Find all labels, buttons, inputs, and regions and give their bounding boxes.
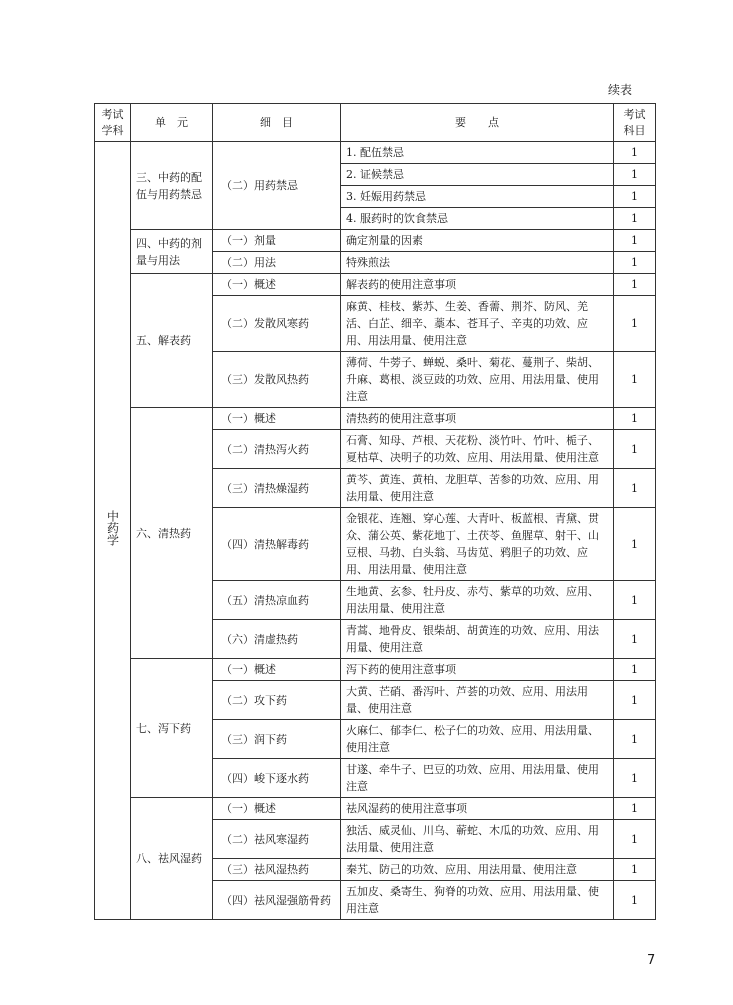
count-cell: 1	[614, 881, 656, 920]
points-cell: 祛风湿药的使用注意事项	[341, 798, 614, 820]
points-cell: 甘遂、牵牛子、巴豆的功效、应用、用法用量、使用注意	[341, 759, 614, 798]
count-cell: 1	[614, 186, 656, 208]
exam-syllabus-table	[94, 103, 656, 920]
table-row	[95, 230, 656, 252]
detail-cell: （二）祛风寒湿药	[213, 820, 341, 859]
count-cell: 1	[614, 469, 656, 508]
header-subject: 考试学科	[95, 104, 131, 142]
points-cell: 2. 证候禁忌	[341, 164, 614, 186]
page-number: 7	[647, 953, 656, 968]
detail-cell: （四）祛风湿强筋骨药	[213, 881, 341, 920]
count-cell: 1	[614, 720, 656, 759]
detail-cell: （一）概述	[213, 659, 341, 681]
table-row	[95, 798, 656, 820]
detail-cell: （六）清虚热药	[213, 620, 341, 659]
count-cell: 1	[614, 430, 656, 469]
detail-cell: （四）清热解毒药	[213, 508, 341, 581]
count-cell: 1	[614, 208, 656, 230]
subject-cell	[95, 142, 131, 920]
detail-cell: （二）攻下药	[213, 681, 341, 720]
points-cell: 麻黄、桂枝、紫苏、生姜、香薷、荆芥、防风、羌活、白芷、细辛、藁本、苍耳子、辛夷的功效、应用、用法用量、使用注意	[341, 296, 614, 352]
count-cell: 1	[614, 859, 656, 881]
points-cell: 五加皮、桑寄生、狗脊的功效、应用、用法用量、使用注意	[341, 881, 614, 920]
detail-cell: （一）概述	[213, 408, 341, 430]
points-cell: 4. 服药时的饮食禁忌	[341, 208, 614, 230]
points-cell: 大黄、芒硝、番泻叶、芦荟的功效、应用、用法用量、使用注意	[341, 681, 614, 720]
detail-cell: （一）概述	[213, 798, 341, 820]
table-row	[95, 274, 656, 296]
unit-cell: 三、中药的配伍与用药禁忌	[131, 142, 213, 230]
points-cell: 青蒿、地骨皮、银柴胡、胡黄连的功效、应用、用法用量、使用注意	[341, 620, 614, 659]
header-count: 考试科目	[614, 104, 656, 142]
detail-cell: （三）祛风湿热药	[213, 859, 341, 881]
header-detail: 细 目	[213, 104, 341, 142]
subject-label: 中药学	[105, 510, 120, 546]
points-cell: 火麻仁、郁李仁、松子仁的功效、应用、用法用量、使用注意	[341, 720, 614, 759]
count-cell: 1	[614, 296, 656, 352]
count-cell: 1	[614, 798, 656, 820]
points-cell: 特殊煎法	[341, 252, 614, 274]
unit-cell: 八、祛风湿药	[131, 798, 213, 920]
header-row	[95, 104, 656, 142]
detail-cell: （三）润下药	[213, 720, 341, 759]
count-cell: 1	[614, 252, 656, 274]
points-cell: 生地黄、玄参、牡丹皮、赤芍、紫草的功效、应用、用法用量、使用注意	[341, 581, 614, 620]
detail-cell: （二）用药禁忌	[213, 142, 341, 230]
unit-cell: 七、泻下药	[131, 659, 213, 798]
count-cell: 1	[614, 759, 656, 798]
table-row	[95, 142, 656, 164]
detail-cell: （三）清热燥湿药	[213, 469, 341, 508]
points-cell: 黄芩、黄连、黄柏、龙胆草、苦参的功效、应用、用法用量、使用注意	[341, 469, 614, 508]
count-cell: 1	[614, 408, 656, 430]
unit-cell: 六、清热药	[131, 408, 213, 659]
detail-cell: （五）清热凉血药	[213, 581, 341, 620]
detail-cell: （三）发散风热药	[213, 352, 341, 408]
points-cell: 泻下药的使用注意事项	[341, 659, 614, 681]
points-cell: 秦艽、防己的功效、应用、用法用量、使用注意	[341, 859, 614, 881]
count-cell: 1	[614, 659, 656, 681]
points-cell: 3. 妊娠用药禁忌	[341, 186, 614, 208]
header-points: 要 点	[341, 104, 614, 142]
unit-cell: 四、中药的剂量与用法	[131, 230, 213, 274]
points-cell: 独活、威灵仙、川乌、蕲蛇、木瓜的功效、应用、用法用量、使用注意	[341, 820, 614, 859]
count-cell: 1	[614, 508, 656, 581]
continued-label: 续表	[608, 83, 633, 97]
count-cell: 1	[614, 352, 656, 408]
header-unit: 单 元	[131, 104, 213, 142]
detail-cell: （二）发散风寒药	[213, 296, 341, 352]
table-row	[95, 408, 656, 430]
count-cell: 1	[614, 274, 656, 296]
detail-cell: （二）清热泻火药	[213, 430, 341, 469]
points-cell: 金银花、连翘、穿心莲、大青叶、板蓝根、青黛、贯众、蒲公英、紫花地丁、土茯苓、鱼腥草、射干、山豆根、马勃、白头翁、马齿苋、鸦胆子的功效、应用、用法用量、使用注意	[341, 508, 614, 581]
count-cell: 1	[614, 142, 656, 164]
count-cell: 1	[614, 164, 656, 186]
detail-cell: （一）概述	[213, 274, 341, 296]
table-body	[95, 142, 656, 920]
points-cell: 1. 配伍禁忌	[341, 142, 614, 164]
count-cell: 1	[614, 620, 656, 659]
table-row	[95, 659, 656, 681]
points-cell: 薄荷、牛蒡子、蝉蜕、桑叶、菊花、蔓荆子、柴胡、升麻、葛根、淡豆豉的功效、应用、用法用量、使用注意	[341, 352, 614, 408]
count-cell: 1	[614, 820, 656, 859]
points-cell: 解表药的使用注意事项	[341, 274, 614, 296]
detail-cell: （一）剂量	[213, 230, 341, 252]
detail-cell: （四）峻下逐水药	[213, 759, 341, 798]
points-cell: 清热药的使用注意事项	[341, 408, 614, 430]
unit-cell: 五、解表药	[131, 274, 213, 408]
count-cell: 1	[614, 581, 656, 620]
detail-cell: （二）用法	[213, 252, 341, 274]
count-cell: 1	[614, 681, 656, 720]
count-cell: 1	[614, 230, 656, 252]
points-cell: 确定剂量的因素	[341, 230, 614, 252]
points-cell: 石膏、知母、芦根、天花粉、淡竹叶、竹叶、栀子、夏枯草、决明子的功效、应用、用法用量、使用注意	[341, 430, 614, 469]
